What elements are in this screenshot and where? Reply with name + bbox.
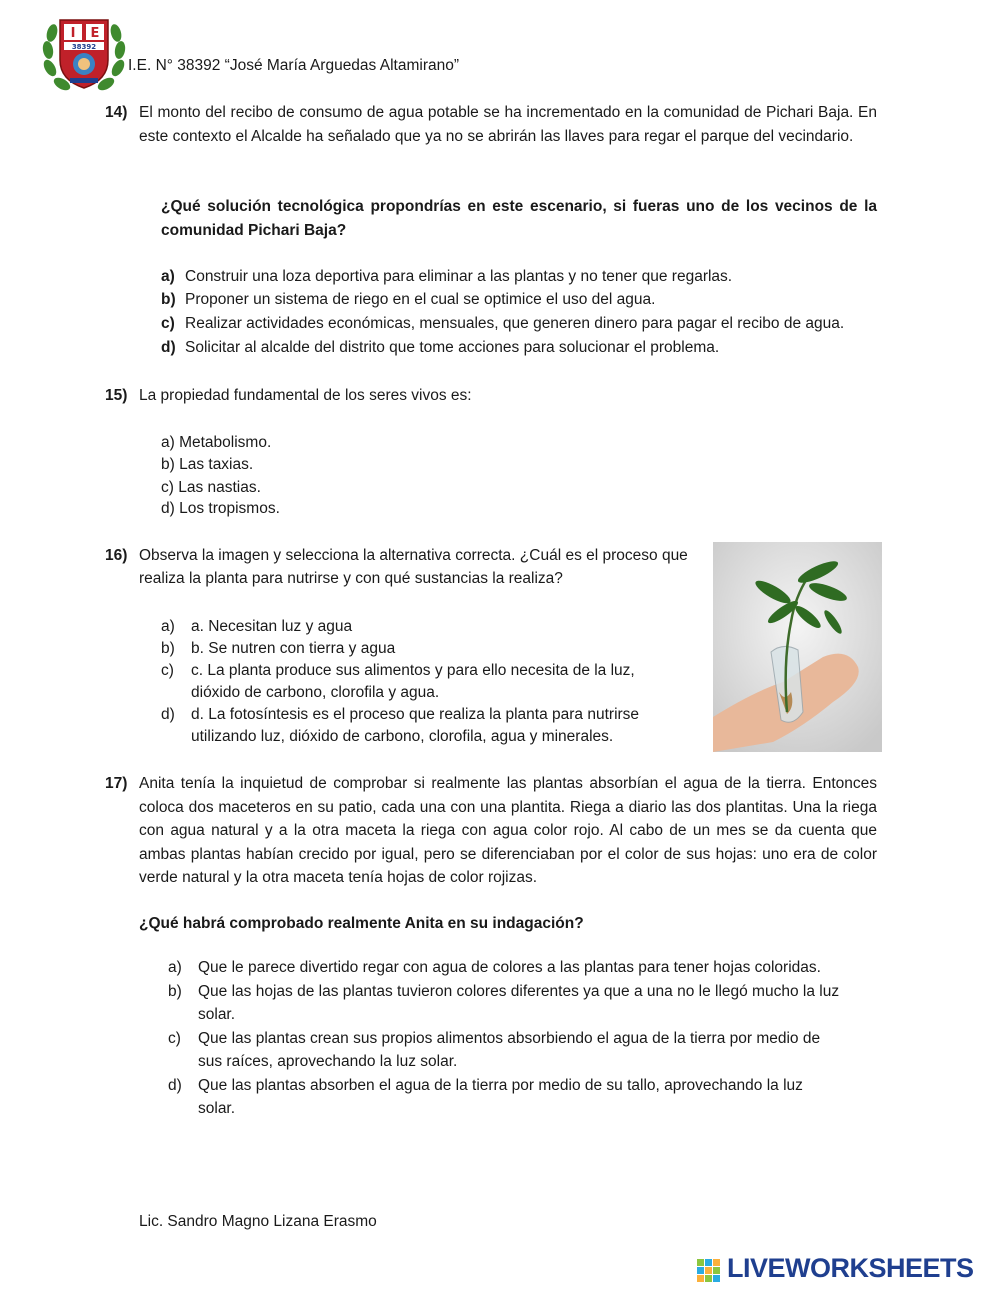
question-16-number: 16) — [105, 547, 128, 564]
q16-option-c-letter: c) — [161, 662, 174, 679]
q17-option-d-letter: d) — [168, 1077, 182, 1094]
q16-option-a[interactable] — [161, 615, 701, 639]
question-17-text: Anita tenía la inquietud de comprobar si realmente las plantas absorbían el agua de la tierra. Entonces coloca dos maceteros en su patio, cada una con una plantita. Riega a diario las dos plantitas. Una la riega con agua natural y a la otra maceta la riega con agua color rojo. Al cabo de un mes se da cuenta que ambas plantas habían crecido por igual, pero se diferenciaban por el color de sus hojas: uno era de color verde natural y la otra maceta tenía hojas de color rojizas. — [139, 775, 877, 886]
q16-option-d-text-line2: utilizando luz, dióxido de carbono, clorofila, agua y minerales. — [191, 728, 614, 745]
q15-option-c[interactable]: c) Las nastias. — [161, 479, 261, 496]
question-14-prompt: ¿Qué solución tecnológica propondrías en este escenario, si fueras uno de los vecinos de la comunidad Pichari Baja? — [161, 198, 877, 239]
q17-option-c-text-line2: sus raíces, aprovechando la luz solar. — [198, 1053, 458, 1070]
q16-option-a-letter: a) — [161, 618, 175, 635]
q16-option-d[interactable] — [161, 703, 701, 749]
q14-option-a-letter: a) — [161, 268, 175, 285]
q14-option-a-text: Construir una loza deportiva para eliminar a las plantas y no tener que regarlas. — [185, 268, 733, 285]
q17-option-b[interactable] — [168, 980, 868, 1026]
q17-option-a-text: Que le parece divertido regar con agua de colores a las plantas para tener hojas coloridas. — [198, 959, 821, 976]
svg-text:38392: 38392 — [71, 43, 97, 51]
school-name: I.E. N° 38392 “José María Arguedas Altamirano” — [128, 57, 460, 74]
q17-option-b-text-line2: solar. — [198, 1006, 236, 1023]
q15-option-d[interactable]: d) Los tropismos. — [161, 500, 280, 517]
q16-option-d-text-line1: d. La fotosíntesis es el proceso que realiza la planta para nutrirse — [191, 706, 640, 723]
q14-option-c-text: Realizar actividades económicas, mensuales, que generen dinero para pagar el recibo de agua. — [185, 315, 845, 332]
q17-option-c-letter: c) — [168, 1030, 181, 1047]
q14-option-b-letter: b) — [161, 291, 176, 308]
q17-option-d-text-line2: solar. — [198, 1100, 236, 1117]
question-15-text: La propiedad fundamental de los seres vivos es: — [139, 387, 472, 404]
question-14-text: El monto del recibo de consumo de agua potable se ha incrementado en la comunidad de Pichari Baja. En este contexto el Alcalde ha señalado que ya no se abrirán las llaves para regar el parque del vecindario. — [139, 104, 877, 145]
q14-option-b-text: Proponer un sistema de riego en el cual se optimice el uso del agua. — [185, 291, 656, 308]
liveworksheets-logo[interactable] — [697, 1255, 997, 1287]
q16-option-c-text-line1: c. La planta produce sus alimentos y para ello necesita de la luz, — [191, 662, 635, 679]
q17-option-b-text-line1: Que las hojas de las plantas tuvieron colores diferentes ya que a una no le llegó mucho la luz — [198, 983, 840, 1000]
q14-option-c[interactable] — [161, 312, 901, 336]
q16-option-a-text: a. Necesitan luz y agua — [191, 618, 353, 635]
q16-option-c-text-line2: dióxido de carbono, clorofila y agua. — [191, 684, 440, 701]
author-name: Lic. Sandro Magno Lizana Erasmo — [139, 1213, 377, 1230]
liveworksheets-cubes-icon — [697, 1259, 721, 1283]
q14-option-a[interactable] — [161, 265, 901, 289]
q17-option-d-text-line1: Que las plantas absorben el agua de la tierra por medio de su tallo, aprovechando la luz — [198, 1077, 803, 1094]
q16-option-b[interactable] — [161, 637, 701, 661]
question-16-text-line1: Observa la imagen y selecciona la alternativa correcta. ¿Cuál es el proceso que — [139, 547, 688, 564]
q17-option-a[interactable] — [168, 956, 868, 980]
question-17-prompt: ¿Qué habrá comprobado realmente Anita en su indagación? — [139, 915, 584, 932]
q17-option-c-text-line1: Que las plantas crean sus propios alimentos absorbiendo el agua de la tierra por medio de — [198, 1030, 821, 1047]
q14-option-c-letter: c) — [161, 315, 175, 332]
q17-option-a-letter: a) — [168, 959, 182, 976]
q17-option-c[interactable] — [168, 1027, 868, 1073]
q14-option-d-letter: d) — [161, 339, 176, 356]
q15-option-b[interactable]: b) Las taxias. — [161, 456, 254, 473]
question-15-number: 15) — [105, 387, 128, 404]
question-14-number: 14) — [105, 104, 128, 121]
q16-option-c[interactable] — [161, 659, 701, 705]
q16-option-b-letter: b) — [161, 640, 175, 657]
svg-text:I: I — [70, 26, 76, 41]
plant-in-hand-image — [713, 542, 882, 752]
q16-option-b-text: b. Se nutren con tierra y agua — [191, 640, 396, 657]
liveworksheets-wordmark: LIVEWORKSHEETS — [727, 1253, 974, 1283]
q17-option-b-letter: b) — [168, 983, 182, 1000]
question-16-text-line2: realiza la planta para nutrirse y con qué sustancias la realiza? — [139, 570, 563, 587]
q17-option-d[interactable] — [168, 1074, 868, 1120]
q16-option-d-letter: d) — [161, 706, 175, 723]
svg-text:E: E — [90, 26, 100, 41]
q15-option-a[interactable]: a) Metabolismo. — [161, 434, 272, 451]
school-logo — [40, 8, 128, 96]
question-17-number: 17) — [105, 775, 128, 792]
q14-option-b[interactable] — [161, 288, 901, 312]
q14-option-d[interactable] — [161, 336, 901, 360]
q14-option-d-text: Solicitar al alcalde del distrito que tome acciones para solucionar el problema. — [185, 339, 720, 356]
